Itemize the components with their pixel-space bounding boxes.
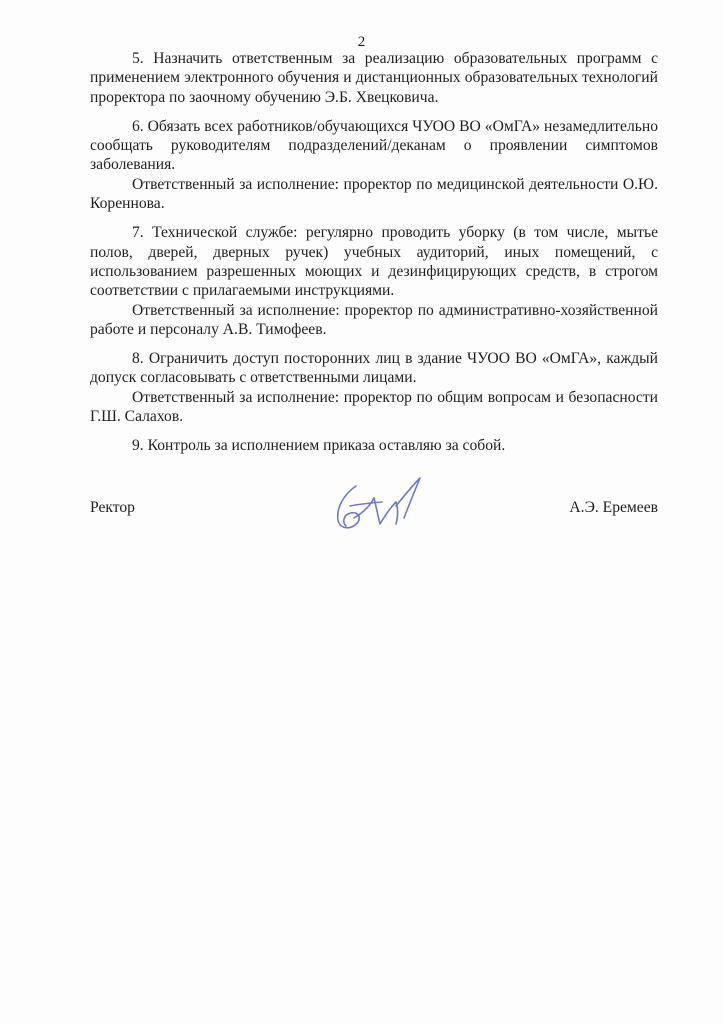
handwritten-signature-icon: [326, 472, 438, 538]
signatory-name: А.Э. Еремеев: [569, 499, 658, 516]
paragraph-item-5: 5. Назначить ответственным за реализацию образовательных программ с применением электронного обучения и дистанционных образовательных технологий проректора по заочному обучению Э.Б. Хвецковича.: [90, 50, 658, 106]
paragraph-responsible-6: Ответственный за исполнение: проректор по медицинской деятельности О.Ю. Кореннова.: [90, 175, 658, 213]
paragraph-responsible-8: Ответственный за исполнение: проректор по общим вопросам и безопасности Г.Ш. Салахов.: [90, 388, 658, 426]
paragraph-responsible-7: Ответственный за исполнение: проректор по административно-хозяйственной работе и персоналу А.В. Тимофеев.: [90, 301, 658, 338]
paragraph-item-8: 8. Ограничить доступ посторонних лиц в здание ЧУОО ВО «ОмГА», каждый допуск согласовывать с ответственными лицами.: [90, 350, 658, 387]
paragraph-item-9: 9. Контроль за исполнением приказа оставляю за собой.: [132, 437, 506, 455]
page-number: 2: [357, 34, 366, 50]
paragraph-item-7: 7. Технической службе: регулярно проводить уборку (в том числе, мытье полов, дверей, дверных ручек) учебных аудиторий, иных помещений, с использованием разрешенных моющих и дезинфицирующих средств, в строгом соответствии с прилагаемыми инструкциями.: [90, 224, 658, 300]
paragraph-item-6: 6. Обязать всех работников/обучающихся ЧУОО ВО «ОмГА» незамедлительно сообщать руководителям подразделений/деканам о проявлении симптомов заболевания.: [90, 117, 658, 174]
signature-stroke-loop: [338, 486, 360, 528]
signature-stroke-tail: [396, 478, 420, 518]
signatory-role: Ректор: [90, 499, 135, 516]
document-body: [90, 49, 658, 456]
signature-stroke-underline: [350, 502, 382, 506]
